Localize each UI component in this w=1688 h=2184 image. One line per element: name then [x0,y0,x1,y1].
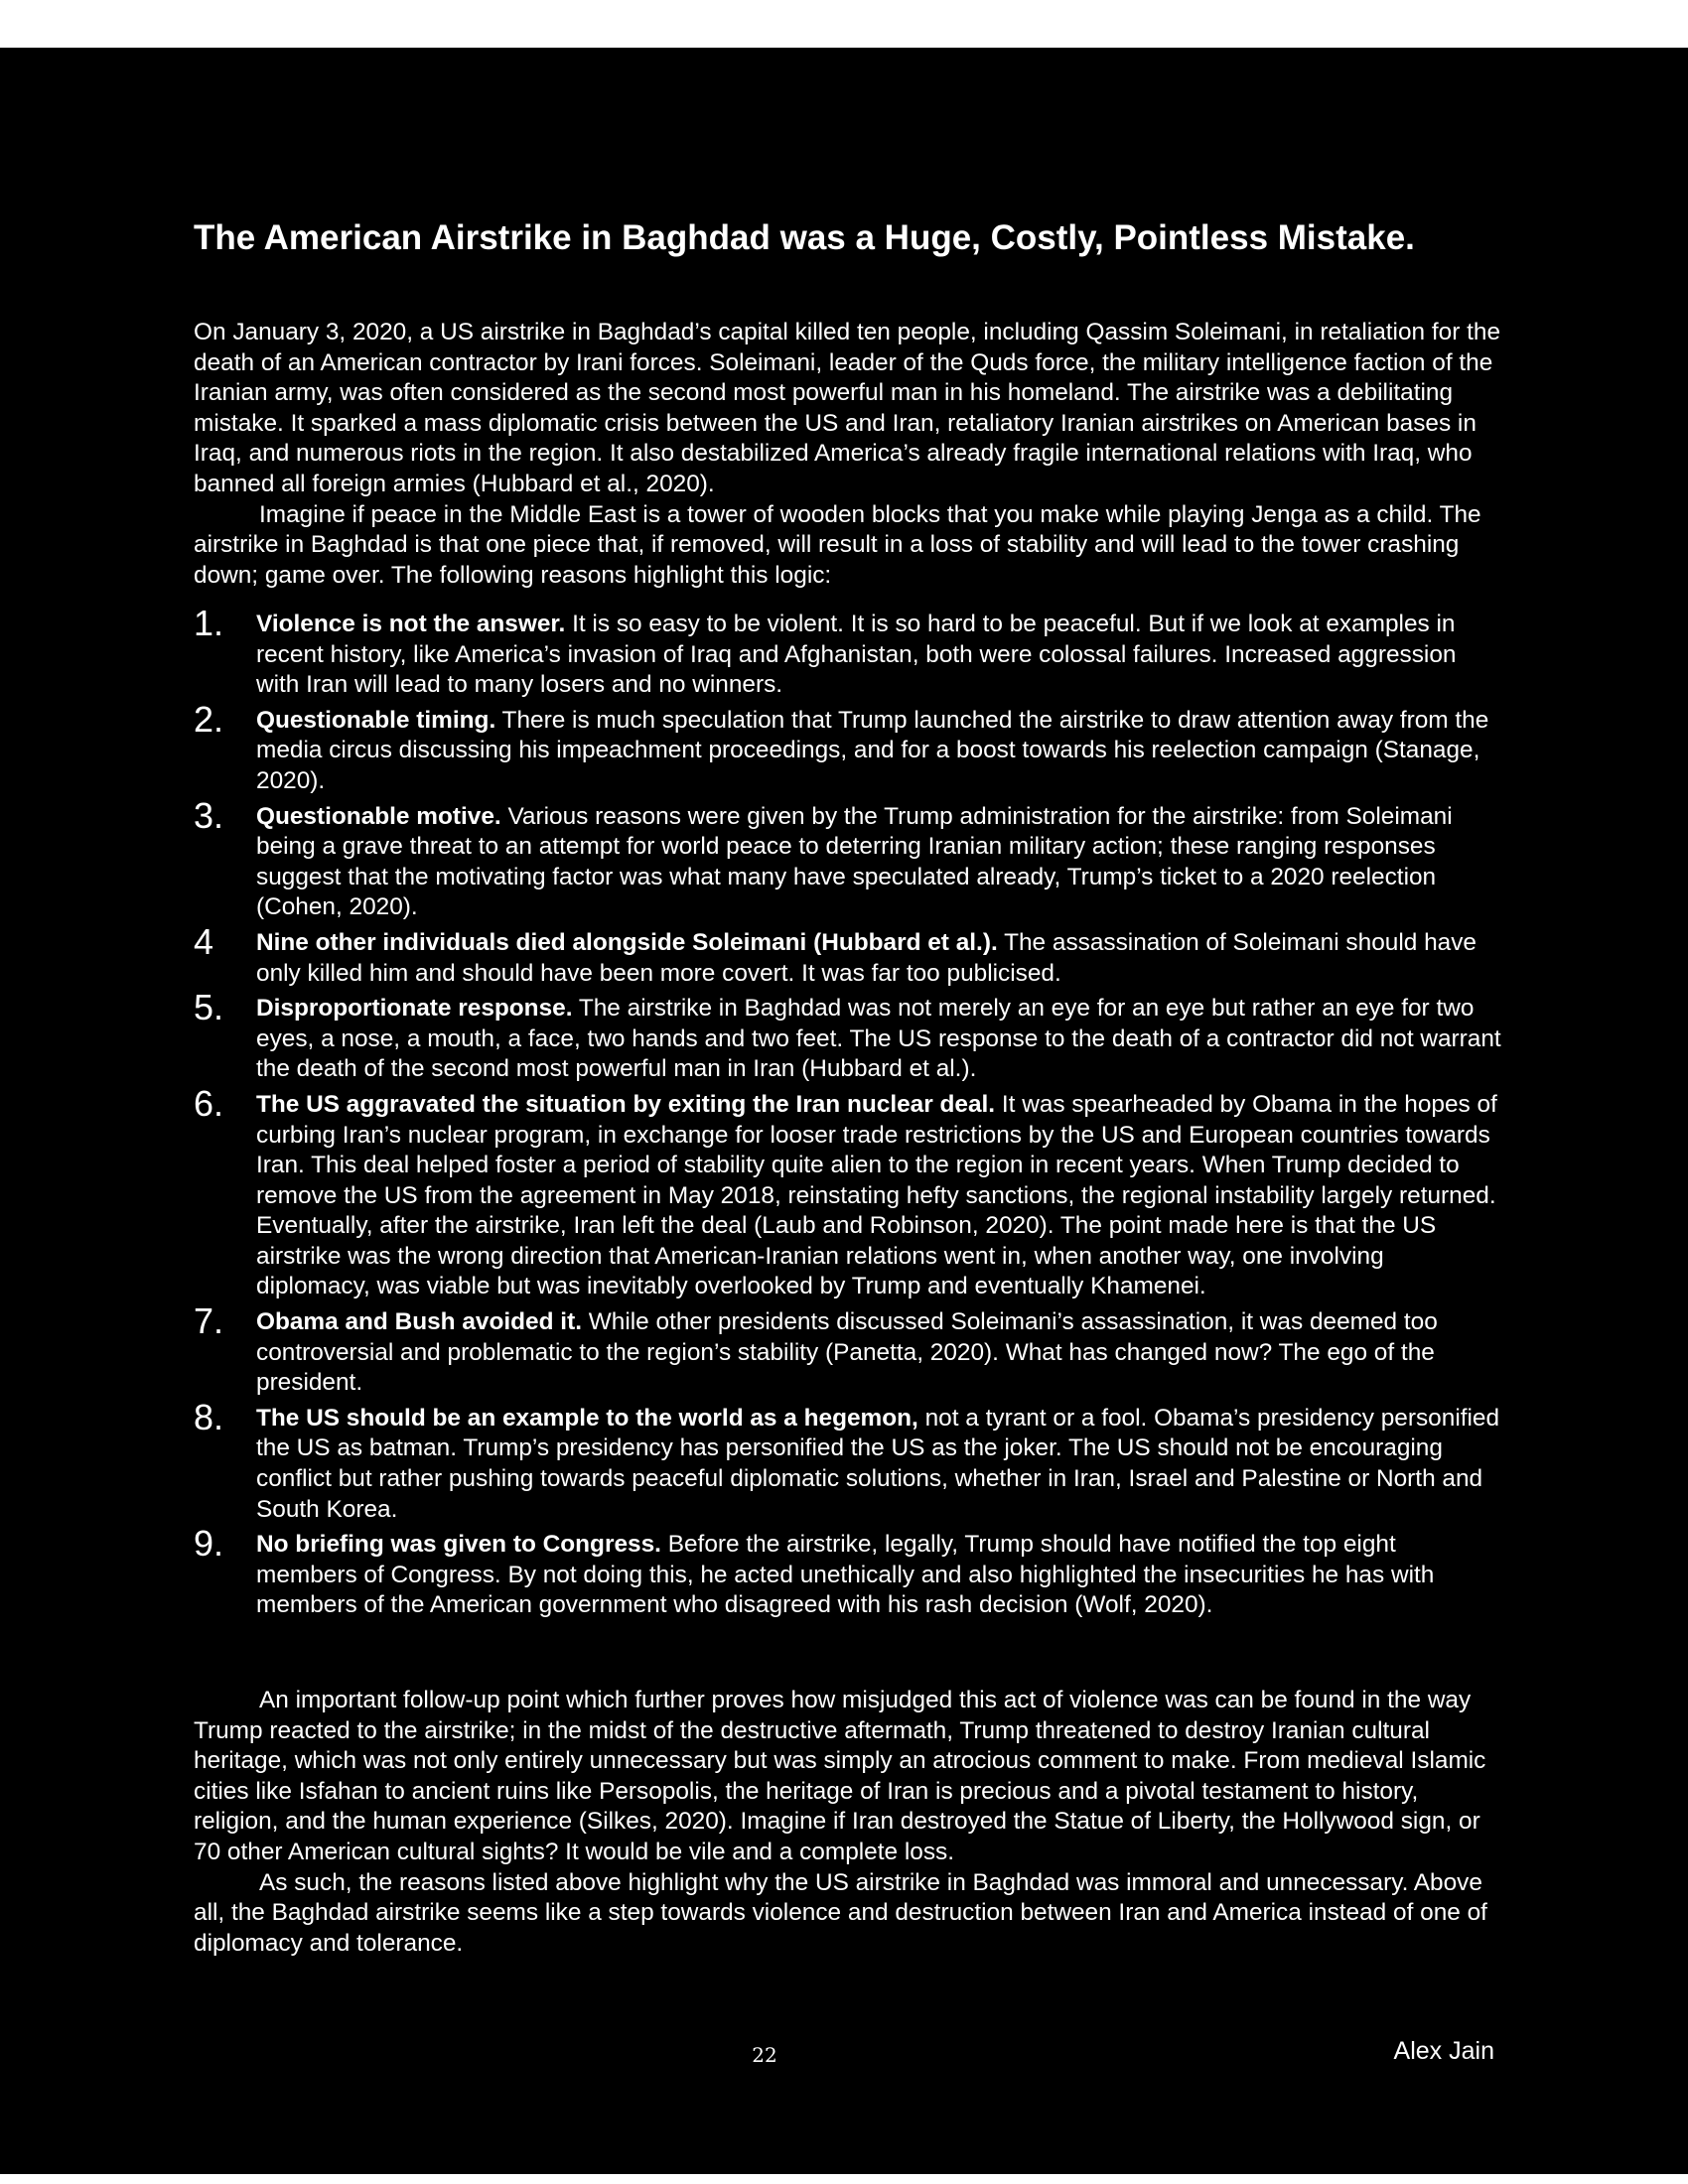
reason-item [194,1523,1502,1621]
author-name: Alex Jain [1393,2037,1494,2065]
reason-text: There is much speculation that Trump launched the airstrike to draw attention away from the media circus discussing his impeachment proceedings, and for a boost towards his reelection campaign (Stanage, 2020). [256,706,1489,794]
magazine-page [0,48,1688,2174]
reason-heading: Violence is not the answer. [256,611,566,637]
reason-text: Various reasons were given by the Trump administration for the airstrike: from Soleimani being a grave threat to an attempt for world peace to deterring Iranian military action; these ranging responses suggest that the motivating factor was what many have speculated already, Trump’s ticket to a 2020 reelection (Cohen, 2020). [256,802,1453,921]
conclusion-paragraph: An important follow-up point which further proves how misjudged this act of violence was can be found in the way Trump reacted to the airstrike; in the midst of the destructive aftermath, Trump threatened to destroy Iranian cultural heritage, which was not only entirely unnecessary but was simply an atrocious comment to make. From medieval Islamic cities like Isfahan to ancient ruins like Persopolis, the heritage of Iran is precious and a pivotal testament to history, religion, and the human experience (Silkes, 2020). Imagine if Iran destroyed the Statue of Liberty, the Hollywood sign, or 70 other American cultural sights? It would be vile and a complete loss. [194,1687,1486,1865]
reason-text: It was spearheaded by Obama in the hopes of curbing Iran’s nuclear program, in exchange for looser trade restrictions by the US and European countries towards Iran. This deal helped foster a period of stability quite alien to the region in recent years. When Trump decided to remove the US from the agreement in May 2018, reinstating hefty sanctions, the regional instability largely returned. Eventually, after the airstrike, Iran left the deal (Laub and Robinson, 2020). The point made here is that the US airstrike was the wrong direction that American-Iranian relations went in, when another way, one involving diplomacy, was viable but was inevitably overlooked by Trump and eventually Khamenei. [256,1090,1497,1300]
reason-heading: No briefing was given to Congress. [256,1531,661,1559]
reason-heading: Questionable motive. [256,802,501,830]
reason-heading: The US should be an example to the world as a hegemon, [256,1404,918,1432]
intro-paragraph: Imagine if peace in the Middle East is a tower of wooden blocks that you make while playing Jenga as a child. The airstrike in Baghdad is that one piece that, if removed, will result in a loss of stability and will lead to the tower crashing down; game over. The following reasons highlight this logic: [194,500,1481,589]
reason-number: 5. [194,987,224,1028]
reason-number: 6. [194,1082,224,1124]
article-title: The American Airstrike in Baghdad was a Huge, Costly, Pointless Mistake. [194,218,1415,257]
reason-item [194,1082,1502,1302]
reason-text: The airstrike in Baghdad was not merely an eye for an eye but rather an eye for two eyes, a nose, a mouth, a face, two hands and two feet. The US response to the death of a contractor did not warrant the death of the second most powerful man in Iran (Hubbard et al.). [256,995,1501,1083]
reason-text: Before the airstrike, legally, Trump should have notified the top eight members of Congress. By not doing this, he acted unethically and also highlighted the insecurities he has with members of the American government who disagreed with his rash decision (Wolf, 2020). [256,1531,1435,1619]
reason-heading: Disproportionate response. [256,995,573,1023]
reason-number: 4 [194,920,214,962]
reason-number: 7. [194,1300,224,1342]
article-intro [194,318,1502,591]
reason-item [194,603,1502,701]
reason-item [194,1396,1502,1525]
reason-number: 3. [194,794,224,836]
reason-heading: Nine other individuals died alongside Soleimani (Hubbard et al.). [256,928,998,956]
reason-item [194,1300,1502,1399]
reasons-list [194,603,1502,1626]
reason-item [194,794,1502,923]
reason-text: It is so easy to be violent. It is so hard to be peaceful. But if we look at examples in recent history, like America’s invasion of Iraq and Afghanistan, both were colossal failures. Increased aggression with Iran will lead to many losers and no winners. [256,611,1457,699]
conclusion-paragraph: As such, the reasons listed above highlight why the US airstrike in Baghdad was immoral and unnecessary. Above all, the Baghdad airstrike seems like a step towards violence and destruction between Iran and America instead of one of diplomacy and tolerance. [194,1868,1487,1957]
reason-number: 1. [194,603,224,643]
reason-item [194,698,1502,797]
reason-text: not a tyrant or a fool. Obama’s presidency personified the US as batman. Trump’s presidency has personified the US as the joker. The US should not be encouraging conflict but rather pushing towards peaceful diplomatic solutions, whether in Iran, Israel and Palestine or North and South Korea. [256,1404,1500,1523]
reason-heading: Questionable timing. [256,706,496,734]
page-number: 22 [752,2043,777,2067]
reason-item [194,920,1502,989]
reason-heading: The US aggravated the situation by exiting the Iran nuclear deal. [256,1090,996,1118]
reason-text: While other presidents discussed Soleimani’s assassination, it was deemed too controversial and problematic to the region’s stability (Panetta, 2020). What has changed now? The ego of the president. [256,1308,1438,1397]
intro-paragraph: On January 3, 2020, a US airstrike in Baghdad’s capital killed ten people, including Qassim Soleimani, in retaliation for the death of an American contractor by Irani forces. Soleimani, leader of the Quds force, the military intelligence faction of the Iranian army, was often considered as the second most powerful man in his homeland. The airstrike was a debilitating mistake. It sparked a mass diplomatic crisis between the US and Iran, retaliatory Iranian airstrikes on American bases in Iraq, and numerous riots in the region. It also destabilized America’s already fragile international relations with Iraq, who banned all foreign armies (Hubbard et al., 2020). [194,319,1501,497]
reason-text: The assassination of Soleimani should have only killed him and should have been more covert. It was far too publicised. [256,928,1477,987]
reason-number: 9. [194,1523,224,1565]
reason-number: 2. [194,698,224,740]
reason-heading: Obama and Bush avoided it. [256,1308,582,1336]
reason-item [194,987,1502,1085]
reason-number: 8. [194,1396,224,1437]
article-conclusion [194,1686,1502,1959]
